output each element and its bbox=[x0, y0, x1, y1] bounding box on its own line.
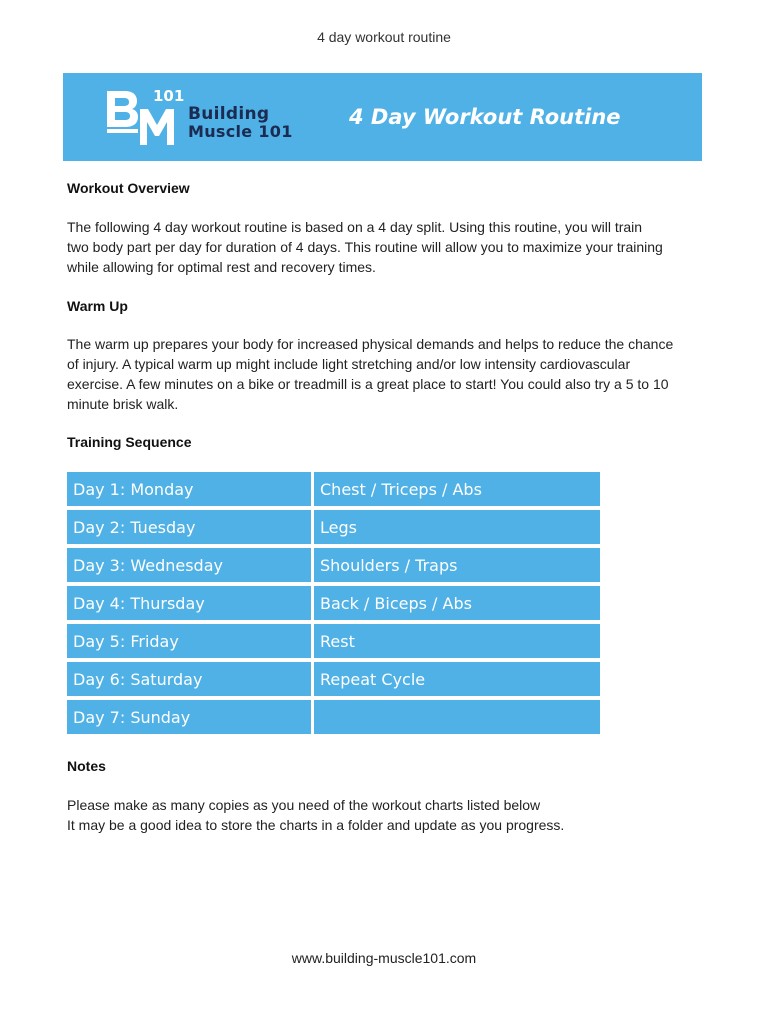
training-schedule-table bbox=[64, 472, 603, 738]
section-workout-overview bbox=[67, 178, 707, 277]
logo-number: 101 bbox=[153, 87, 185, 105]
table-row bbox=[67, 662, 600, 700]
section-warm-up bbox=[67, 296, 707, 414]
day-cell: Day 3: Wednesday bbox=[67, 548, 311, 586]
table-row bbox=[67, 700, 600, 738]
day-cell: Day 1: Monday bbox=[67, 472, 311, 510]
table-row bbox=[67, 472, 600, 510]
warmup-heading: Warm Up bbox=[67, 298, 128, 314]
section-training-sequence bbox=[67, 432, 191, 452]
warmup-paragraph: The warm up prepares your body for increased physical demands and helps to reduce the chance of injury. A typical warm up might include light stretching and/or low intensity cardiovascular exercise. A few minutes on a bike or treadmill is a great place to start! You could also try a 5 to 10 minute brisk walk. bbox=[67, 336, 674, 412]
notes-line-2: It may be a good idea to store the charts in a folder and update as you progress. bbox=[67, 817, 565, 833]
section-notes bbox=[67, 756, 707, 835]
page-header-title: 4 day workout routine bbox=[317, 29, 451, 45]
footer-url[interactable]: www.building-muscle101.com bbox=[291, 950, 477, 966]
focus-cell: Legs bbox=[314, 510, 600, 548]
day-cell: Day 2: Tuesday bbox=[67, 510, 311, 548]
logo-wordmark bbox=[188, 105, 293, 141]
day-cell: Day 4: Thursday bbox=[67, 586, 311, 624]
overview-paragraph: The following 4 day workout routine is based on a 4 day split. Using this routine, you will train two body part per day for duration of 4 days. This routine will allow you to maximize your training while allowing for optimal rest and recovery times. bbox=[67, 219, 663, 275]
table-row bbox=[67, 510, 600, 548]
banner-title: 4 Day Workout Routine bbox=[349, 105, 621, 129]
focus-cell: Rest bbox=[314, 624, 600, 662]
day-cell: Day 7: Sunday bbox=[67, 700, 311, 738]
table-row bbox=[67, 586, 600, 624]
focus-cell: Shoulders / Traps bbox=[314, 548, 600, 586]
table-row bbox=[67, 548, 600, 586]
logo-line1: Building bbox=[188, 104, 270, 124]
table-row bbox=[67, 624, 600, 662]
brand-banner bbox=[63, 73, 702, 161]
focus-cell bbox=[314, 700, 600, 738]
day-cell: Day 6: Saturday bbox=[67, 662, 311, 700]
day-cell: Day 5: Friday bbox=[67, 624, 311, 662]
focus-cell: Back / Biceps / Abs bbox=[314, 586, 600, 624]
focus-cell: Chest / Triceps / Abs bbox=[314, 472, 600, 510]
overview-heading: Workout Overview bbox=[67, 180, 190, 196]
brand-logo bbox=[107, 89, 307, 145]
notes-heading: Notes bbox=[67, 758, 106, 774]
notes-line-1: Please make as many copies as you need of the workout charts listed below bbox=[67, 797, 541, 813]
focus-cell: Repeat Cycle bbox=[314, 662, 600, 700]
training-heading: Training Sequence bbox=[67, 434, 192, 450]
logo-line2: Muscle 101 bbox=[188, 122, 293, 141]
